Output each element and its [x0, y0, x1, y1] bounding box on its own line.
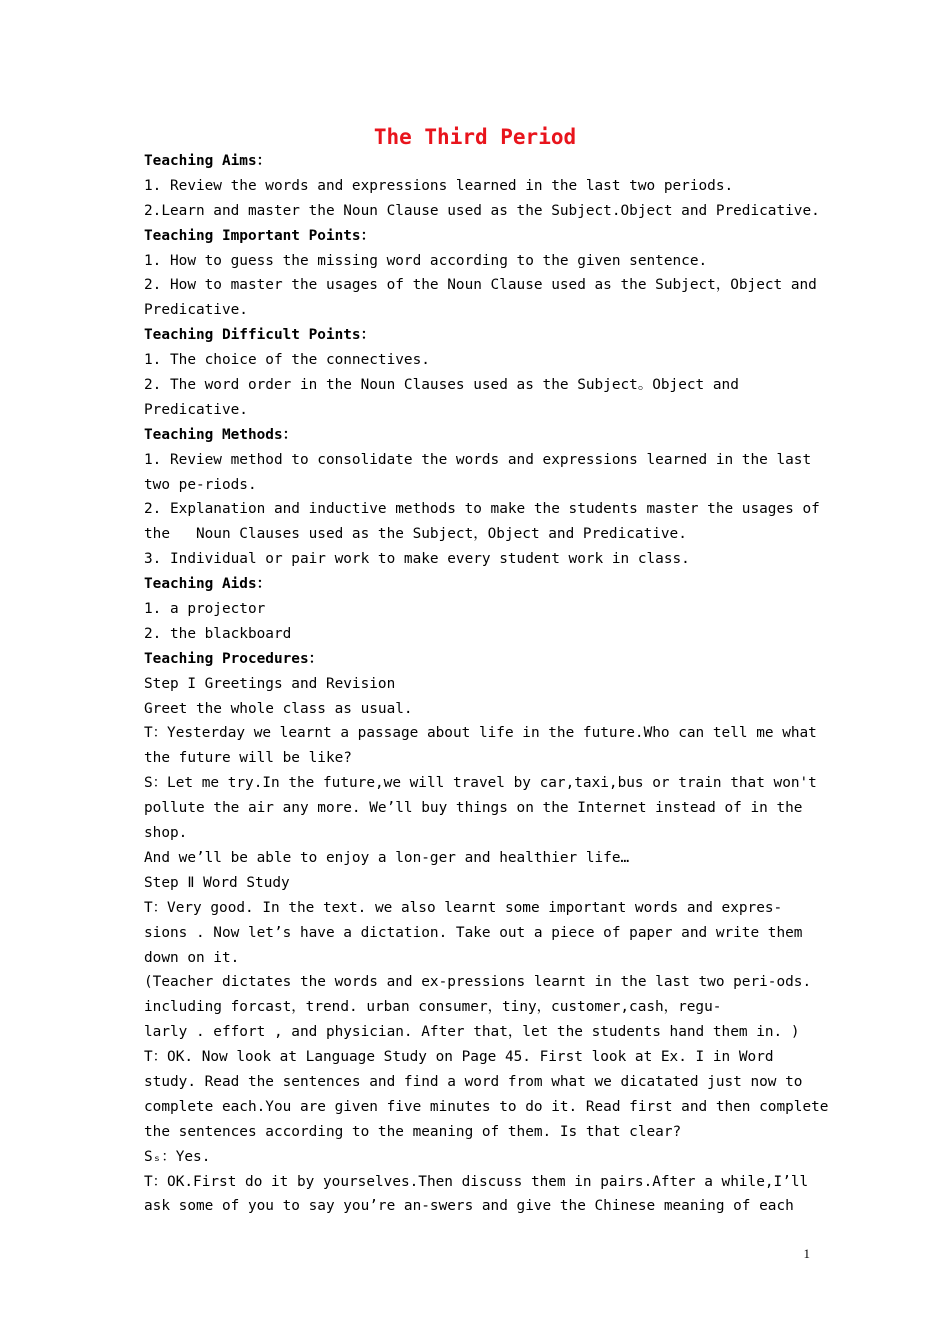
- text-line: 2. How to master the usages of the Noun Clause used as the Subject，Object and: [144, 277, 817, 294]
- section-heading: Teaching Aims：: [144, 153, 272, 169]
- text-line: 1. Review method to consolidate the words and expressions learned in the last: [144, 451, 812, 468]
- text-line: complete each.You are given five minutes to do it. Read first and then complete: [144, 1098, 829, 1115]
- text-line: (Teacher dictates the words and ex-pressions learnt in the last two peri-ods.: [144, 974, 812, 991]
- text-line: sions . Now let’s have a dictation. Take out a piece of paper and write them: [144, 924, 803, 941]
- text-line: Predicative.: [144, 302, 248, 319]
- text-line: larly . effort , and physician. After that，let the students hand them in. ): [144, 1024, 800, 1041]
- text-line: shop.: [144, 825, 188, 842]
- text-line: T：OK.First do it by yourselves.Then discuss them in pairs.After a while,I’ll: [144, 1173, 809, 1190]
- section-heading: Teaching Aids：: [144, 576, 272, 593]
- text-line: Predicative.: [144, 401, 248, 418]
- text-line: 1. How to guess the missing word according to the given sentence.: [144, 252, 708, 269]
- text-line: study. Read the sentences and find a word from what we dicatated just now to: [144, 1073, 803, 1090]
- text-line: 1. The choice of the connectives.: [144, 352, 430, 369]
- text-line: Sₛ：Yes.: [144, 1148, 211, 1165]
- text-line: 1. Review the words and expressions learned in the last two periods.: [144, 177, 734, 194]
- document-body: [144, 149, 829, 1219]
- text-line: T：Yesterday we learnt a passage about life in the future.Who can tell me what: [144, 725, 817, 742]
- text-line: down on it.: [144, 949, 240, 966]
- text-line: Step I Greetings and Revision: [144, 675, 396, 692]
- text-line: 2.Learn and master the Noun Clause used as the Subject.Object and Predicative.: [144, 202, 820, 219]
- text-line: the sentences according to the meaning of them. Is that clear?: [144, 1123, 682, 1140]
- text-line: ask some of you to say you’re an-swers and give the Chinese meaning of each: [144, 1198, 794, 1215]
- section-heading: Teaching Methods：: [144, 426, 298, 443]
- text-line: T：Very good. In the text. we also learnt some important words and expres-: [144, 899, 783, 916]
- text-line: 2. The word order in the Noun Clauses used as the Subject。Object and: [144, 377, 739, 394]
- section-heading: Teaching Important Points：: [144, 227, 375, 244]
- text-line: S：Let me try.In the future,we will travel by car,taxi,bus or train that won't: [144, 775, 817, 792]
- text-line: including forcast，trend. urban consumer，tiny，customer,cash，regu-: [144, 999, 722, 1016]
- text-line: 2. Explanation and inductive methods to make the students master the usages of: [144, 501, 820, 518]
- text-line: the future will be like?: [144, 750, 352, 767]
- text-line: pollute the air any more. We’ll buy things on the Internet instead of in the: [144, 800, 803, 817]
- text-line: T：OK. Now look at Language Study on Page 45. First look at Ex. I in Word: [144, 1049, 774, 1066]
- text-line: Greet the whole class as usual.: [144, 700, 413, 717]
- page-title: The Third Period: [373, 125, 577, 149]
- text-line: 3. Individual or pair work to make every student work in class.: [144, 551, 690, 568]
- text-line: 1. a projector: [144, 601, 266, 618]
- text-line: 2. the blackboard: [144, 625, 292, 642]
- text-line: Step Ⅱ Word Study: [144, 874, 290, 891]
- text-line: the Noun Clauses used as the Subject，Object and Predicative.: [144, 526, 687, 543]
- text-line: And we’ll be able to enjoy a lon-ger and healthier life…: [144, 849, 630, 866]
- section-heading: Teaching Difficult Points：: [144, 327, 375, 344]
- section-heading: Teaching Procedures：: [144, 650, 324, 667]
- page-number: 1: [803, 1246, 810, 1261]
- text-line: two pe-riods.: [144, 476, 257, 493]
